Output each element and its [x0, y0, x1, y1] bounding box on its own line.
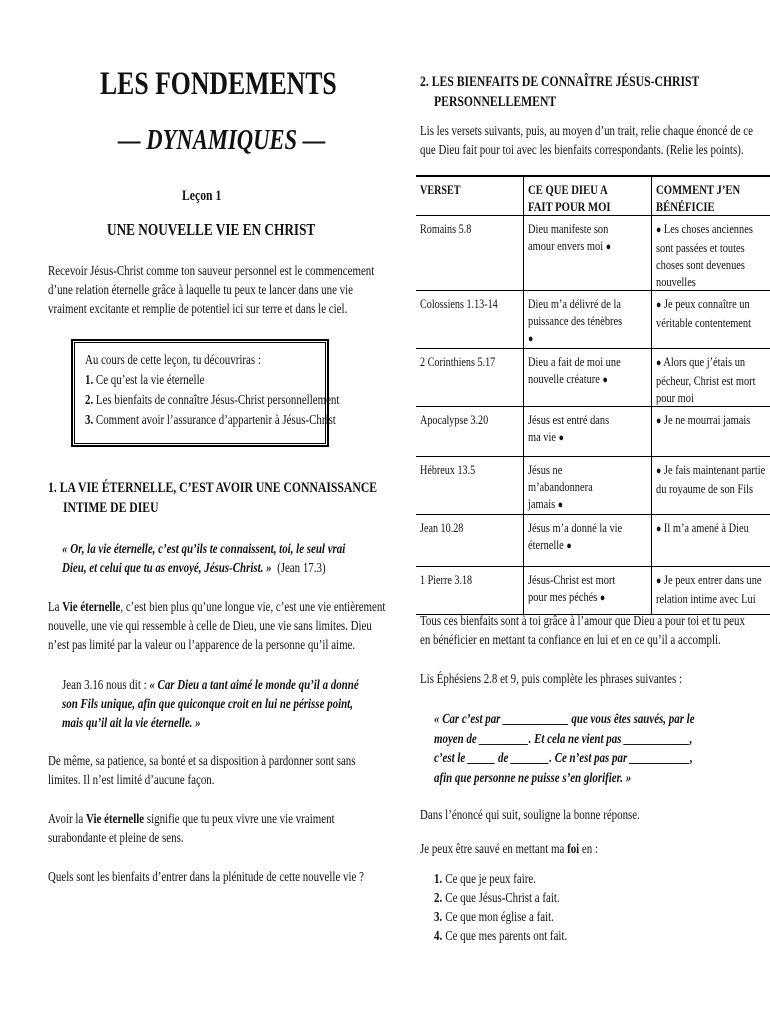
done-cell: Dieu m’a délivré de la puissance des ténèbres ●: [523, 291, 651, 349]
verse-cell: 2 Corinthiens 5.17: [416, 349, 523, 407]
benefit-cell: ● Les choses anciennes sont passées et toutes choses sont devenues nouvelles: [651, 216, 770, 291]
abundant-life-paragraph: Avoir la Vie éternelle signifie que tu peux vivre une vie vraiment surabondante et pleine de sens.: [48, 812, 335, 846]
done-cell: Dieu a fait de moi une nouvelle créature ●: [523, 349, 651, 407]
bullet-dot-icon[interactable]: ●: [655, 299, 661, 311]
benefit-cell: ● Je fais maintenant partie du royaume de son Fils: [651, 457, 770, 515]
table-row: [416, 216, 770, 291]
bullet-dot-icon[interactable]: ●: [527, 333, 533, 345]
section2-instructions: Lis les versets suivants, puis, au moyen d’un trait, relie chaque énoncé de ce que Dieu fait pour toi avec les bienfaits correspondants. (Relie les points).: [420, 124, 753, 158]
ephesians-instruction: Lis Éphésiens 2.8 et 9, puis complète les phrases suivantes :: [420, 672, 683, 687]
column-header: CE QUE DIEU A FAIT POUR MOI: [523, 176, 651, 216]
saved-statement: Je peux être sauvé en mettant ma foi en :: [420, 842, 599, 857]
done-cell: Jésus ne m’abandonnera jamais ●: [523, 457, 651, 515]
john-3-16-quote: Jean 3.16 nous dit : « Car Dieu a tant aimé le monde qu’il a donné son Fils unique, afin que quiconque croit en lui ne périsse point, mais qu’il ait la vie éternelle. »: [62, 678, 359, 731]
intro-paragraph: Recevoir Jésus-Christ comme ton sauveur personnel est le commencement d’une relation éternelle grâce à laquelle tu peux te lancer dans une vie vraiment excitante et remplie de potentiel ici sur terre et dans le ciel.: [48, 264, 375, 317]
done-cell: Jésus m’a donné la vie éternelle ●: [523, 515, 651, 567]
verse-cell: Romains 5.8: [416, 216, 523, 291]
benefit-cell: ● Il m’a amené à Dieu: [651, 515, 770, 567]
bullet-dot-icon[interactable]: ●: [599, 592, 605, 604]
bullet-dot-icon[interactable]: ●: [566, 540, 572, 552]
section1-heading: 1. LA VIE ÉTERNELLE, C’EST AVOIR UNE CONNAISSANCE INTIME DE DIEU: [48, 480, 378, 516]
done-cell: Jésus-Christ est mort pour mes péchés ●: [523, 567, 651, 615]
lesson-title: UNE NOUVELLE VIE EN CHRIST: [107, 220, 316, 239]
benefit-cell: ● Je ne mourrai jamais: [651, 407, 770, 457]
table-row: [416, 291, 770, 349]
objective-item: 3. Comment avoir l’assurance d’appartenir à Jésus-Christ: [85, 413, 336, 428]
answer-choices: [434, 870, 605, 946]
bullet-dot-icon[interactable]: ●: [655, 415, 661, 427]
bullet-dot-icon[interactable]: ●: [655, 465, 661, 477]
patience-paragraph: De même, sa patience, sa bonté et sa disposition à pardonner sont sans limites. Il n’est limité d’aucune façon.: [48, 754, 356, 788]
ephesians-fill-in: « Car c’est par ____________ que vous êtes sauvés, par le moyen de _________. Et cela ne vient pas ____________, c’est le _____ de _______. Ce n’est pas par ___________, afin que personne ne puisse s’en glorifier. »: [434, 712, 695, 786]
objective-item: 2. Les bienfaits de connaître Jésus-Christ personnellement: [85, 393, 340, 408]
verses-table: [416, 175, 770, 615]
choice-item[interactable]: 3. Ce que mon église a fait.: [434, 910, 554, 925]
underline-instruction: Dans l’énoncé qui suit, souligne la bonne réponse.: [420, 808, 640, 823]
done-cell: Dieu manifeste son amour envers moi ●: [523, 216, 651, 291]
table-row: [416, 407, 770, 457]
bullet-dot-icon[interactable]: ●: [602, 374, 608, 386]
done-cell: Jésus est entré dans ma vie ●: [523, 407, 651, 457]
objectives-lead: Au cours de cette leçon, tu découvriras :: [85, 353, 261, 368]
choice-item[interactable]: 2. Ce que Jésus-Christ a fait.: [434, 891, 560, 906]
table-header-row: [416, 176, 770, 216]
verse-cell: Jean 10.28: [416, 515, 523, 567]
bullet-dot-icon[interactable]: ●: [655, 224, 661, 236]
table-row: [416, 349, 770, 407]
column-header: COMMENT J’EN BÉNÉFICIE: [651, 176, 770, 216]
benefit-cell: ● Je peux connaître un véritable contentement: [651, 291, 770, 349]
page-subtitle: — DYNAMIQUES —: [118, 124, 326, 156]
lesson-number: Leçon 1: [182, 188, 222, 204]
table-row: [416, 457, 770, 515]
benefit-cell: ● Alors que j’étais un pécheur, Christ est mort pour moi: [651, 349, 770, 407]
objective-item: 1. Ce qu’est la vie éternelle: [85, 373, 205, 388]
table-row: [416, 567, 770, 615]
bullet-dot-icon[interactable]: ●: [605, 241, 611, 253]
bullet-dot-icon[interactable]: ●: [655, 523, 661, 535]
bullet-dot-icon[interactable]: ●: [655, 575, 661, 587]
john-17-3-quote: « Or, la vie éternelle, c’est qu’ils te connaissent, toi, le seul vrai Dieu, et celui que tu as envoyé, Jésus-Christ. » (Jean 17.3): [62, 542, 346, 576]
verse-cell: Apocalypse 3.20: [416, 407, 523, 457]
choice-item[interactable]: 1. Ce que je peux faire.: [434, 872, 536, 887]
verse-cell: 1 Pierre 3.18: [416, 567, 523, 615]
bullet-dot-icon[interactable]: ●: [558, 432, 564, 444]
table-row: [416, 515, 770, 567]
column-header: VERSET: [416, 176, 523, 216]
benefit-cell: ● Je peux entrer dans une relation intime avec Lui: [651, 567, 770, 615]
verse-cell: Colossiens 1.13-14: [416, 291, 523, 349]
verse-cell: Hébreux 13.5: [416, 457, 523, 515]
benefits-summary: Tous ces bienfaits sont à toi grâce à l’amour que Dieu a pour toi et tu peux en bénéficier en mettant ta confiance en lui et en ce qu’il a accompli.: [420, 614, 745, 648]
objectives-box: [72, 340, 340, 446]
bullet-dot-icon[interactable]: ●: [557, 499, 563, 511]
eternal-life-paragraph: La Vie éternelle, c’est bien plus qu’une longue vie, c’est une vie entièrement nouvelle, une vie qui ressemble à celle de Dieu, une vie sans limites. Dieu n’est pas limité par la valeur ou l’apparence de la personne qu’il aime.: [48, 600, 386, 653]
benefits-question: Quels sont les bienfaits d’entrer dans la plénitude de cette nouvelle vie ?: [48, 870, 364, 885]
choice-item[interactable]: 4. Ce que mes parents ont fait.: [434, 929, 568, 944]
page-title: LES FONDEMENTS: [100, 66, 337, 102]
section2-heading: 2. LES BIENFAITS DE CONNAÎTRE JÉSUS-CHRIST PERSONNELLEMENT: [420, 74, 700, 110]
bullet-dot-icon[interactable]: ●: [655, 357, 661, 369]
